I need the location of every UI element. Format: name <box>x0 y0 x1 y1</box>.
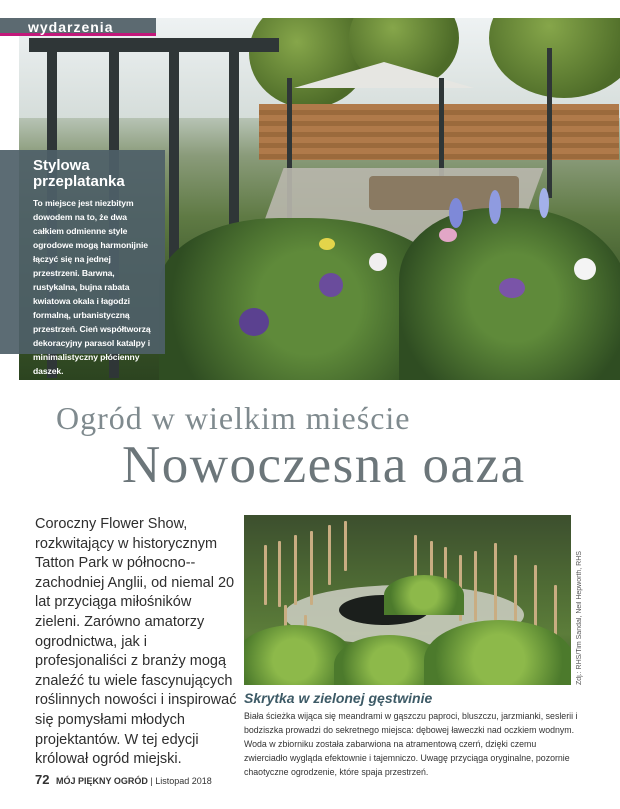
info-box <box>0 150 165 376</box>
page-footer <box>35 772 212 787</box>
article-headline: Nowoczesna oaza <box>122 436 526 494</box>
page-number: 72 <box>35 772 50 787</box>
caption-title: Skrytka w zielonej gęstwinie <box>244 690 433 706</box>
secret-garden-photo <box>244 515 571 685</box>
magazine-name: MÓJ PIĘKNY OGRÓD <box>55 776 148 786</box>
photo-credit: Zdj.: RHS/Tim Sandal, Neil Hepworth, RHS <box>576 551 583 685</box>
article-lead: Coroczny Flower Show, rozkwitający w historycznym Tatton Park w północno--zachodniej Anglii, od niemal 20 lat przyciąga miłośników zieleni. Zarówno amatorzy ogrodnictwa, jak i profesjonaliści z branży mogą znaleźć tu wiele fascynujących roślinnych nowości i inspirować się pomysłami młodych projektantów. W tej edycji królował ogród miejski. <box>35 516 237 768</box>
section-tag: wydarzenia <box>0 18 156 36</box>
issue-date: | Listopad 2018 <box>150 776 212 786</box>
info-box-title: Stylowa przeplatanka <box>33 157 125 190</box>
info-box-text: To miejsce jest niezbitym dowodem na to, że dwa całkiem odmienne style ogrodowe mogą harmonijnie łączyć się na jednej przestrzeni. Barwna, rustykalna, bujna rabata kwiatowa okala i łagodzi formalną, urbanistyczną przestrzeń. Cień współtworzą dekoracyjny parasol katalpy i minimalistyczny płócienny daszek. <box>33 198 151 376</box>
caption-text: Biała ścieżka wijąca się meandrami w gąszczu paproci, bluszczu, jarzmianki, seslerii i bodziszka prowadzi do sekretnego miejsca: dębowej ławeczki nad oczkiem wodnym. Woda w zbiorniku została zabarwiona na atramentową czerń, dzięki czemu zwierciadło wygląda efektownie i tajemniczo. Uwagę przyciąga oryginalne, pozornie chaotyczne ogrodzenie, które spaja przestrzeń. <box>244 711 578 777</box>
article-kicker: Ogród w wielkim mieście <box>56 400 411 436</box>
